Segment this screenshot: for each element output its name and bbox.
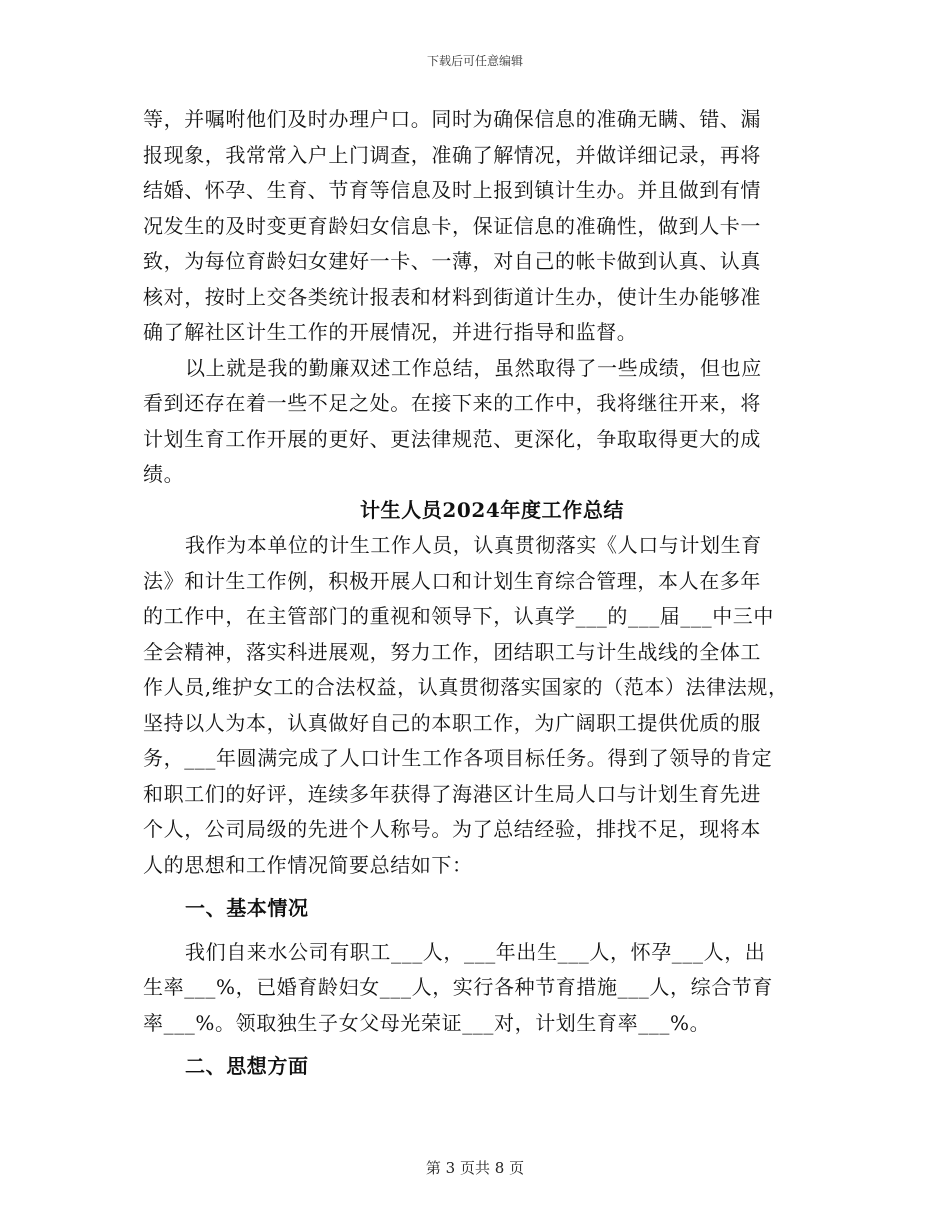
- body-line: 核对，按时上交各类统计报表和材料到街道计生办，使计生办能够准: [143, 284, 761, 309]
- body-line: 我作为本单位的计生工作人员，认真贯彻落实《人口与计划生育: [185, 533, 762, 557]
- body-line: 等，并嘱咐他们及时办理户口。同时为确保信息的准确无瞒、错、漏: [143, 107, 761, 131]
- body-line: 况发生的及时变更育龄妇女信息卡，保证信息的准确性，做到人卡一: [143, 213, 761, 238]
- page-header: 下载后可任意编辑: [426, 54, 523, 68]
- body-line: 人的思想和工作情况简要总结如下：: [143, 852, 473, 877]
- body-line: 计划生育工作开展的更好、更法律规范、更深化，争取取得更大的成: [143, 426, 761, 451]
- body-line: 和职工们的好评，连续多年获得了海港区计生局人口与计划生育先进: [143, 781, 761, 806]
- body-line: 个人，公司局级的先进个人称号。为了总结经验，排找不足，现将本: [143, 817, 761, 841]
- body-line: 绩。: [143, 462, 185, 486]
- body-line: 结婚、怀孕、生育、节育等信息及时上报到镇计生办。并且做到有情: [143, 178, 761, 202]
- body-line: 率___%。领取独生子女父母光荣证___对，计划生育率___%。: [143, 1010, 711, 1035]
- body-line: 的工作中，在主管部门的重视和领导下，认真学___的___届___中三中: [143, 604, 774, 628]
- body-line: 看到还存在着一些不足之处。在接下来的工作中，我将继往开来，将: [143, 391, 761, 415]
- section-title: 计生人员2024年度工作总结: [359, 497, 625, 522]
- body-line: 法》和计生工作例，积极开展人口和计划生育综合管理，本人在多年: [143, 568, 761, 593]
- document-body: [143, 102, 823, 1085]
- body-line: 报现象，我常常入户上门调查，准确了解情况，并做详细记录，再将: [143, 142, 761, 167]
- body-line: 我们自来水公司有职工___人，___年出生___人，怀孕___人，出: [185, 939, 766, 964]
- body-line: 生率___%，已婚育龄妇女___人，实行各种节育措施___人，综合节育: [143, 975, 774, 999]
- body-line: 务，___年圆满完成了人口计生工作各项目标任务。得到了领导的肯定: [143, 746, 773, 770]
- body-line: 致，为每位育龄妇女建好一卡、一薄，对自己的帐卡做到认真、认真: [143, 249, 761, 273]
- body-line: 坚持以人为本，认真做好自己的本职工作，为广阔职工提供优质的服: [143, 710, 761, 735]
- body-line: 全会精神，落实科进展观，努力工作，团结职工与计生战线的全体工: [143, 639, 761, 664]
- subsection-heading: 一、基本情况: [185, 896, 309, 920]
- page-footer: 第 3 页共 8 页: [425, 1159, 525, 1177]
- subsection-heading: 二、思想方面: [185, 1054, 309, 1078]
- body-line: 以上就是我的勤廉双述工作总结，虽然取得了一些成绩，但也应: [185, 355, 762, 380]
- body-line: 作人员,维护女工的合法权益，认真贯彻落实国家的（范本）法律法规，: [143, 675, 789, 699]
- body-line: 确了解社区计生工作的开展情况，并进行指导和监督。: [143, 320, 638, 344]
